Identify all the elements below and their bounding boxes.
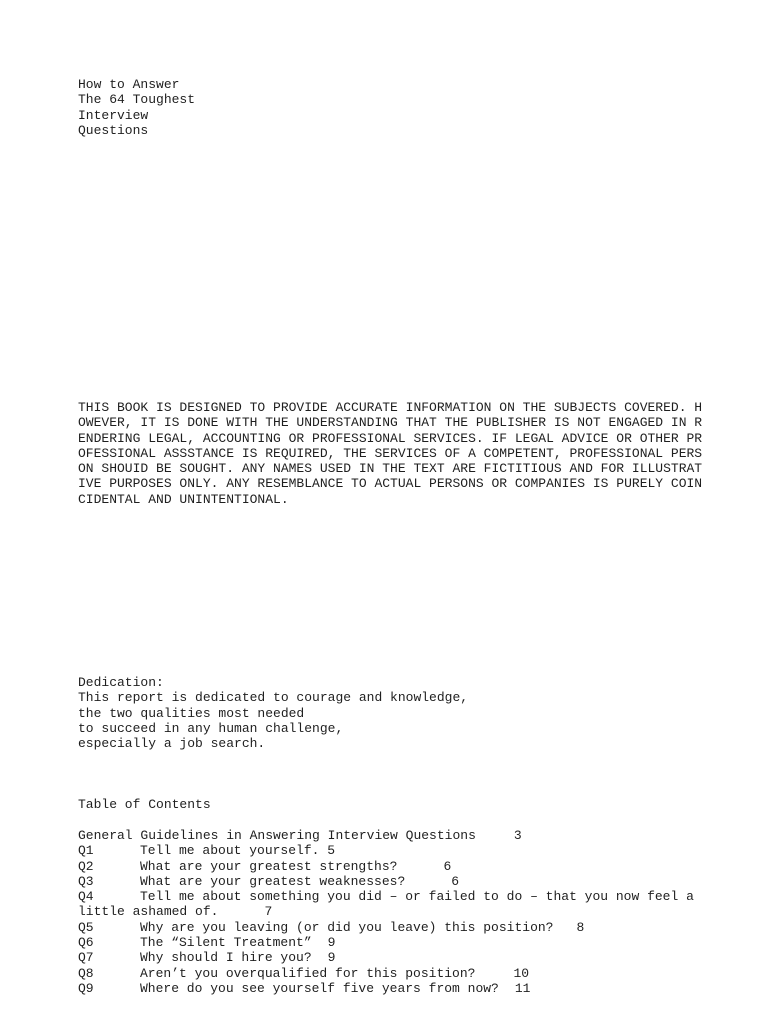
toc-row[interactable] [78,874,694,889]
disclaimer-line: CIDENTAL AND UNINTENTIONAL. [78,491,289,507]
dedication-line: to succeed in any human challenge, [78,720,344,736]
toc-entry-number: Q1 [78,843,94,859]
toc-entry-title: Aren’t you overqualified for this position? [140,965,476,981]
toc-row[interactable] [78,889,694,904]
toc-entry-page: 9 [327,950,336,966]
title-line: The 64 Toughest [78,92,196,108]
disclaimer-line: OFESSIONAL ASSSTANCE IS REQUIRED, THE SERVICES OF A COMPETENT, PROFESSIONAL PERS [78,445,703,461]
dedication-heading: Dedication: [78,675,164,690]
toc-entry-page: 6 [443,858,452,874]
toc-entry-number: Q4 [78,889,94,905]
document-title [78,77,195,138]
toc-entry-title: Where do you see yourself five years from now? [140,980,499,996]
toc-row-continuation[interactable] [78,904,694,919]
disclaimer-line: ON SHOUID BE SOUGHT. ANY NAMES USED IN THE TEXT ARE FICTITIOUS AND FOR ILLUSTRAT [78,461,703,477]
toc-row[interactable] [78,843,694,858]
toc-row[interactable] [78,935,694,950]
toc-entry-title: What are your greatest strengths? [140,858,398,874]
toc-row-general[interactable] [78,828,694,843]
toc-entry-number: Q2 [78,858,94,874]
toc-entry-page: 5 [327,843,336,859]
toc-entry-number: Q7 [78,950,94,966]
toc-entry-number: Q6 [78,935,94,951]
disclaimer-line: THIS BOOK IS DESIGNED TO PROVIDE ACCURATE INFORMATION ON THE SUBJECTS COVERED. H [78,400,703,415]
toc-entry-title: Tell me about yourself. [140,843,320,859]
disclaimer-line: ENDERING LEGAL, ACCOUNTING OR PROFESSIONAL SERVICES. IF LEGAL ADVICE OR OTHER PR [78,430,703,446]
table-of-contents [78,828,694,996]
toc-entry-continuation: little ashamed of. [78,904,219,920]
toc-entry-page: 8 [576,919,585,935]
toc-entry-page: 7 [264,904,273,920]
toc-entry-title: What are your greatest weaknesses? [140,873,406,889]
dedication-section [78,675,468,751]
toc-entry-title: General Guidelines in Answering Interview Questions [78,828,476,843]
dedication-line: especially a job search. [78,736,266,752]
toc-row[interactable] [78,920,694,935]
toc-entry-page: 10 [513,965,530,981]
toc-entry-page: 3 [513,828,522,843]
toc-entry-title: Why should I hire you? [140,950,312,966]
toc-entry-page: 6 [451,873,460,889]
dedication-line: This report is dedicated to courage and knowledge, [78,690,469,706]
dedication-line: the two qualities most needed [78,705,305,721]
disclaimer-paragraph [78,400,703,507]
title-line: How to Answer [78,77,180,92]
toc-entry-number: Q9 [78,980,94,996]
toc-entry-number: Q3 [78,873,94,889]
toc-row[interactable] [78,966,694,981]
toc-entry-title: The “Silent Treatment” [140,935,312,951]
toc-entry-title: Why are you leaving (or did you leave) this position? [140,919,554,935]
title-line: Interview [78,107,149,123]
toc-entry-page: 9 [327,935,336,951]
toc-heading-text: Table of Contents [78,797,211,812]
toc-entry-number: Q5 [78,919,94,935]
toc-entry-number: Q8 [78,965,94,981]
title-line: Questions [78,122,149,138]
toc-entry-page: 11 [514,980,531,996]
toc-heading [78,797,211,812]
toc-row[interactable] [78,859,694,874]
toc-row[interactable] [78,981,694,996]
toc-row[interactable] [78,950,694,965]
disclaimer-line: IVE PURPOSES ONLY. ANY RESEMBLANCE TO ACTUAL PERSONS OR COMPANIES IS PURELY COIN [78,476,703,492]
toc-entry-title: Tell me about something you did – or failed to do – that you now feel a [140,889,694,905]
disclaimer-line: OWEVER, IT IS DONE WITH THE UNDERSTANDING THAT THE PUBLISHER IS NOT ENGAGED IN R [78,415,703,431]
